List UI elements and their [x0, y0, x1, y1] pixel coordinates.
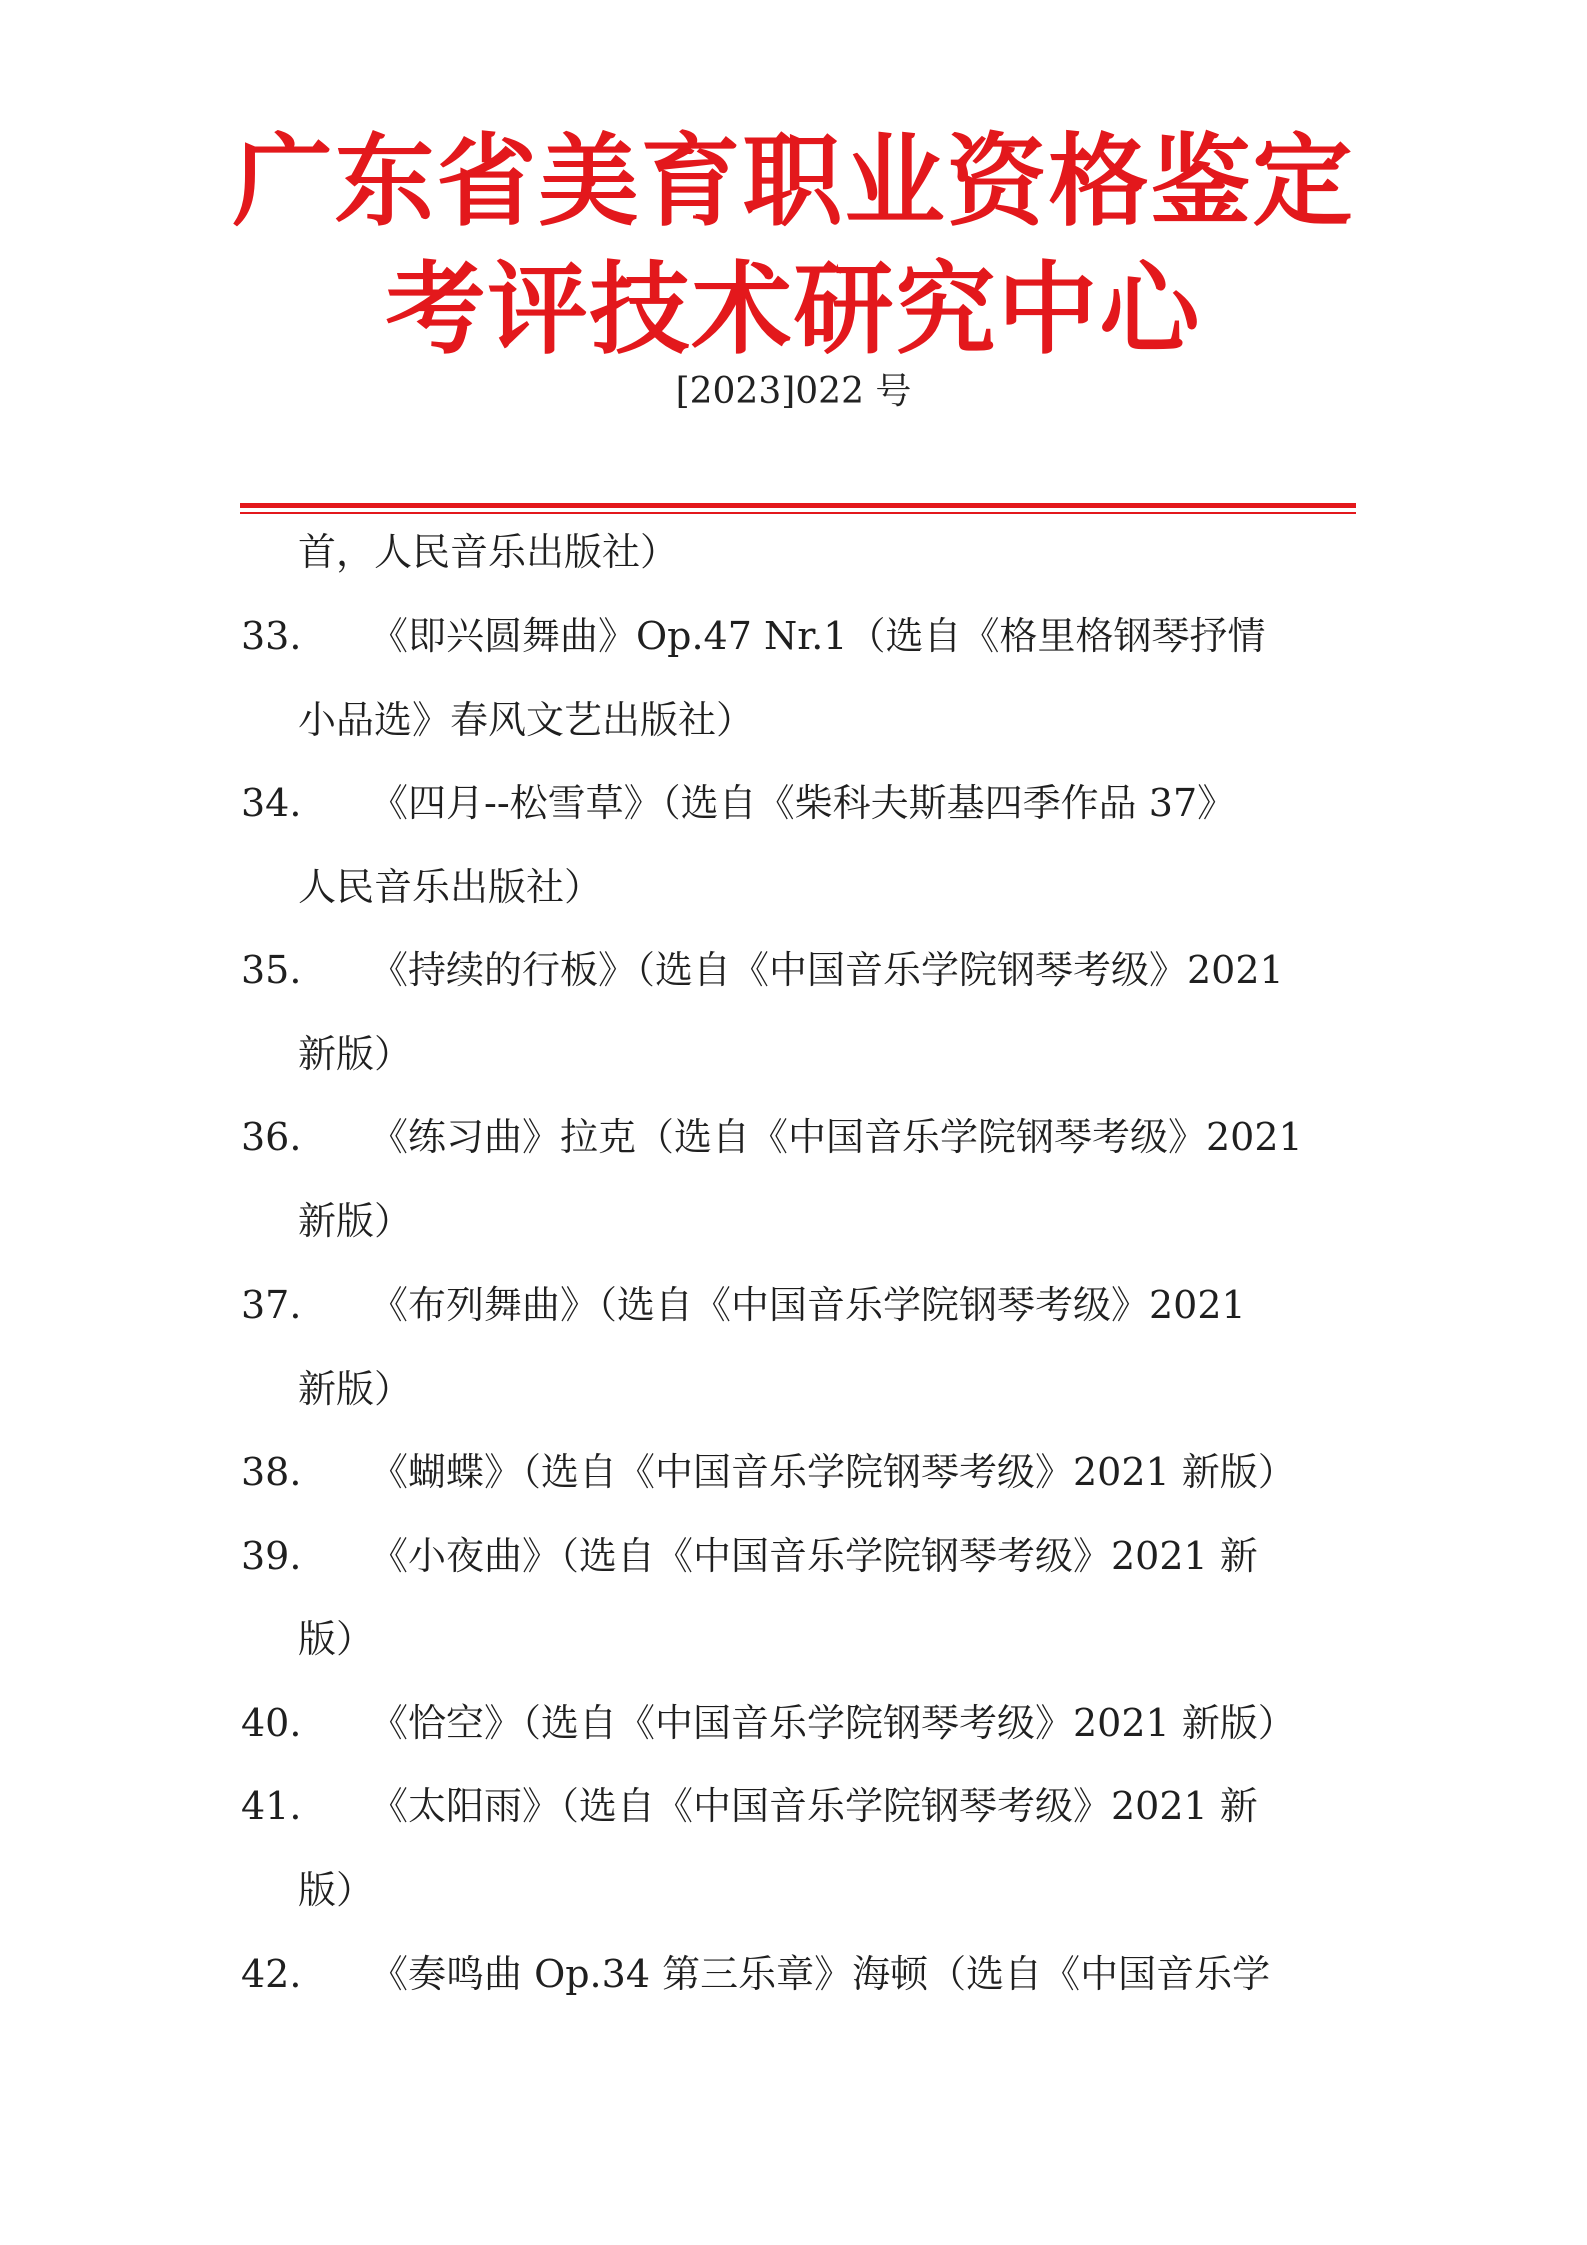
- list-item-number: 34.: [241, 781, 302, 825]
- list-item-number: 36.: [241, 1115, 302, 1159]
- list-item-text: 《蝴蝶》（选自《中国音乐学院钢琴考级》2021 新版）: [370, 1450, 1296, 1494]
- list-item-text-continued: 版）: [298, 1868, 375, 1912]
- continuation-text: 首，人民音乐出版社）: [298, 530, 679, 574]
- list-item-text: 《即兴圆舞曲》Op.47 Nr.1（选自《格里格钢琴抒情: [370, 614, 1266, 658]
- list-item-number: 33.: [241, 614, 302, 658]
- list-item-text-continued: 人民音乐出版社）: [298, 865, 603, 909]
- list-item-text: 《奏鸣曲 Op.34 第三乐章》海顿（选自《中国音乐学: [370, 1952, 1271, 1996]
- list-item-text: 《太阳雨》（选自《中国音乐学院钢琴考级》2021 新: [370, 1784, 1258, 1828]
- list-item-text-continued: 新版）: [298, 1199, 413, 1243]
- list-item-text-continued: 新版）: [298, 1367, 413, 1411]
- header-divider-thin: [240, 512, 1356, 514]
- header-title-line1: 广东省美育职业资格鉴定: [232, 123, 1355, 240]
- list-item-number: 37.: [241, 1283, 302, 1327]
- list-item-text: 《布列舞曲》（选自《中国音乐学院钢琴考级》2021: [370, 1283, 1246, 1327]
- list-item-text: 《练习曲》拉克（选自《中国音乐学院钢琴考级》2021: [370, 1115, 1303, 1159]
- list-item-number: 42.: [241, 1952, 302, 1996]
- list-item-text: 《小夜曲》（选自《中国音乐学院钢琴考级》2021 新: [370, 1534, 1258, 1578]
- list-item-text-continued: 新版）: [298, 1032, 413, 1076]
- list-item-text: 《四月--松雪草》（选自《柴科夫斯基四季作品 37》: [370, 781, 1236, 825]
- list-item-number: 35.: [241, 948, 302, 992]
- header-title-line2: 考评技术研究中心: [385, 251, 1202, 368]
- header-divider-thick: [240, 503, 1356, 508]
- list-item-number: 39.: [241, 1534, 302, 1578]
- list-item-text: 《恰空》（选自《中国音乐学院钢琴考级》2021 新版）: [370, 1701, 1296, 1745]
- list-item-text-continued: 版）: [298, 1617, 375, 1661]
- list-item-number: 38.: [241, 1450, 302, 1494]
- list-item-number: 41.: [241, 1784, 302, 1828]
- document-number: [2023]022 号: [675, 371, 912, 412]
- list-item-text: 《持续的行板》（选自《中国音乐学院钢琴考级》2021: [370, 948, 1284, 992]
- list-item-text-continued: 小品选》春风文艺出版社）: [298, 698, 755, 742]
- list-item-number: 40.: [241, 1701, 302, 1745]
